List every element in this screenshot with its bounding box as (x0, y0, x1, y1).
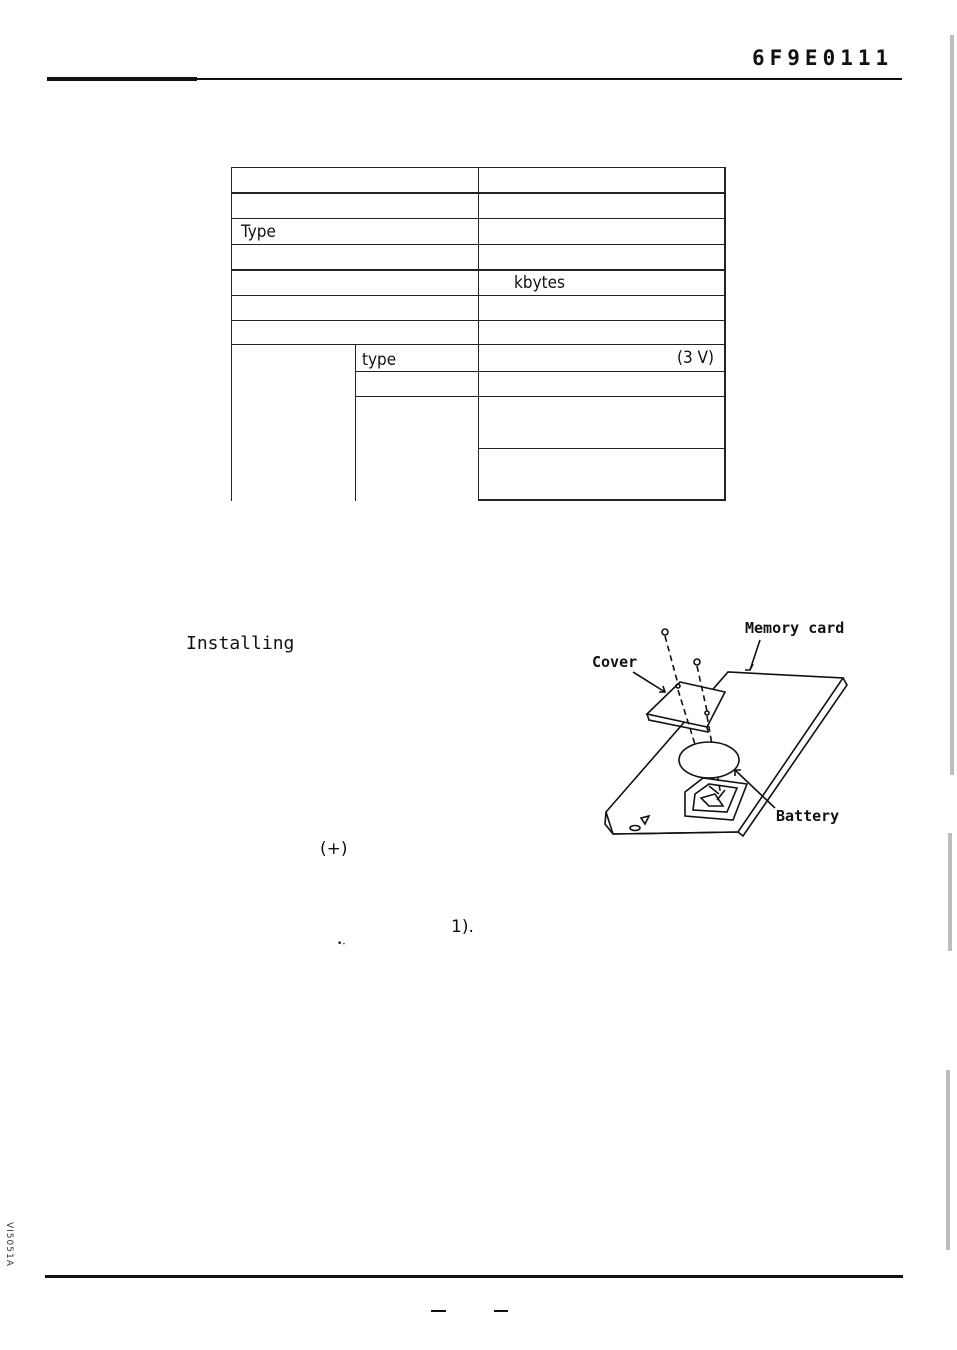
page-dash-right (494, 1310, 508, 1312)
footer-rule (45, 1275, 903, 1278)
margin-mark (946, 1070, 950, 1250)
cover-label: Cover (592, 653, 638, 671)
side-code: VI5051A (4, 1222, 14, 1267)
header-rule-accent (47, 77, 197, 81)
battery-type-label: type (362, 350, 397, 370)
table-rule (478, 499, 726, 501)
capacity-unit: kbytes (514, 273, 565, 293)
step-reference: 1). (451, 917, 474, 937)
installing-heading: Installing (186, 633, 295, 654)
page-dash-left (431, 1310, 446, 1312)
type-label: Type (241, 222, 276, 242)
table-rule (478, 448, 726, 449)
table-rule (355, 371, 726, 372)
margin-mark (950, 35, 954, 775)
document-number: 6F9E0111 (752, 46, 894, 70)
memory-card-label: Memory card (745, 619, 845, 637)
battery-coin (679, 742, 739, 778)
table-rule (355, 344, 356, 501)
margin-mark (948, 833, 952, 951)
spec-table (231, 167, 726, 501)
table-rule (724, 167, 726, 501)
table-rule (231, 167, 232, 501)
table-rule (478, 167, 479, 501)
stray-mark: •- (337, 939, 346, 949)
battery-label: Battery (776, 807, 840, 825)
polarity-mark: (+) (320, 839, 348, 859)
table-rule (355, 396, 726, 397)
battery-voltage: (3 V) (677, 348, 714, 368)
